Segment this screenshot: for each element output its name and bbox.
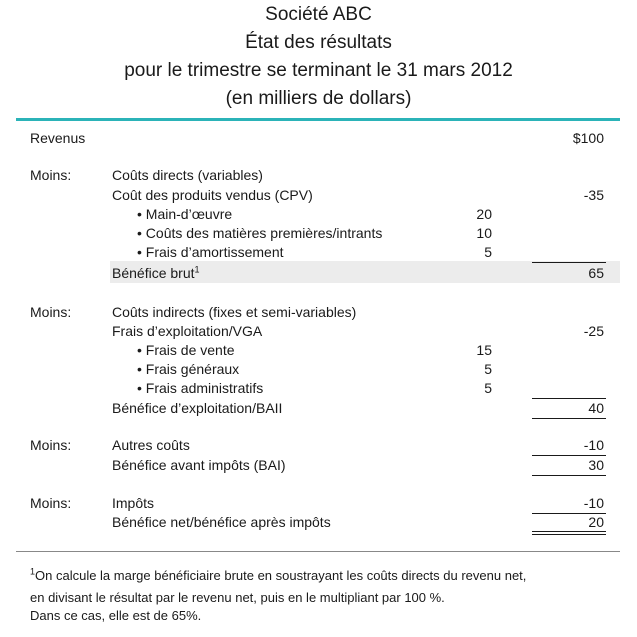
ebt-label: Bénéfice avant impôts (BAI) — [112, 457, 286, 473]
cogs-item-label: Coûts des matières premières/intrants — [145, 225, 383, 241]
ebit-label: Bénéfice d’exploitation/BAII — [112, 400, 283, 416]
footnote-line-3: Dans ce cas, elle est de 65%. — [30, 608, 202, 623]
revenue-value: $100 — [572, 130, 604, 146]
list-item — [0, 360, 637, 379]
ebit-row — [0, 399, 637, 418]
list-item — [0, 341, 637, 360]
direct-costs-row — [0, 166, 637, 185]
footnote-marker: 1 — [30, 566, 36, 577]
subtotal-rule — [532, 262, 606, 263]
bullet-label: • Frais administratifs — [137, 380, 264, 396]
opex-item-label: Frais administratifs — [145, 380, 264, 396]
ebt-row — [0, 456, 637, 475]
cogs-item-value: 10 — [476, 225, 492, 241]
taxes-row — [0, 494, 637, 513]
moins-label: Moins: — [30, 167, 72, 183]
revenue-row — [0, 129, 637, 148]
bullet-label: • Frais d’amortissement — [137, 244, 284, 260]
opex-row — [0, 322, 637, 341]
taxes-label: Impôts — [112, 495, 155, 511]
opex-item-value: 15 — [476, 342, 492, 358]
company-name: Société ABC — [265, 4, 372, 25]
taxes-value: -10 — [583, 495, 604, 511]
other-costs-label: Autres coûts — [112, 437, 190, 453]
opex-label: Frais d’exploitation/VGA — [112, 323, 263, 339]
direct-costs-label: Coûts directs (variables) — [112, 167, 263, 183]
cogs-label: Coût des produits vendus (CPV) — [112, 187, 313, 203]
cogs-item-label: Frais d’amortissement — [145, 244, 284, 260]
moins-label: Moins: — [30, 304, 72, 320]
revenue-label: Revenus — [30, 130, 86, 146]
gross-profit-label: Bénéfice brut$^1$ — [112, 264, 200, 281]
indirect-costs-label: Coûts indirects (fixes et semi-variables) — [112, 304, 357, 320]
gross-profit-row — [0, 264, 637, 283]
ebt-value: 30 — [588, 457, 604, 473]
cogs-item-value: 20 — [476, 206, 492, 222]
statement-title: État des résultats — [245, 32, 392, 53]
double-rule-top — [532, 531, 606, 532]
footnote-marker: 1 — [194, 264, 200, 275]
moins-label: Moins: — [30, 437, 72, 453]
cogs-item-label: Main-d’œuvre — [145, 206, 233, 222]
indirect-costs-row — [0, 303, 637, 322]
net-income-row — [0, 513, 637, 532]
opex-item-value: 5 — [484, 361, 492, 377]
moins-label: Moins: — [30, 495, 72, 511]
bullet-label: • Frais de vente — [137, 342, 235, 358]
list-item — [0, 379, 637, 398]
opex-item-label: Frais de vente — [145, 342, 235, 358]
cogs-total: -35 — [583, 187, 604, 203]
net-income-label: Bénéfice net/bénéfice après impôts — [112, 514, 331, 530]
footnote-line-1: $^1$On calcule la marge bénéficiaire brute en soustrayant les coûts directs du revenu net, — [30, 566, 527, 583]
opex-total: -25 — [583, 323, 604, 339]
statement-units: (en milliers de dollars) — [225, 88, 412, 109]
footnote-line-2: en divisant le résultat par le revenu net, puis en le multipliant par 100 %. — [30, 590, 445, 605]
cogs-row — [0, 186, 637, 205]
list-item — [0, 224, 637, 243]
bullet-label: • Main-d’œuvre — [137, 206, 233, 222]
bullet-label: • Frais généraux — [137, 361, 240, 377]
other-costs-value: -10 — [583, 437, 604, 453]
statement-period: pour le trimestre se terminant le 31 mars 2012 — [124, 60, 513, 81]
gross-profit-value: 65 — [588, 265, 604, 281]
opex-item-label: Frais généraux — [145, 361, 240, 377]
list-item — [0, 243, 637, 262]
bullet-label: • Coûts des matières premières/intrants — [137, 225, 383, 241]
footnote-divider — [16, 551, 620, 552]
opex-item-value: 5 — [484, 380, 492, 396]
double-rule-bottom — [532, 534, 606, 535]
other-costs-row — [0, 436, 637, 455]
net-income-value: 20 — [588, 514, 604, 530]
total-rule — [532, 475, 606, 476]
total-rule — [532, 418, 606, 419]
ebit-value: 40 — [588, 400, 604, 416]
list-item — [0, 205, 637, 224]
cogs-item-value: 5 — [484, 244, 492, 260]
